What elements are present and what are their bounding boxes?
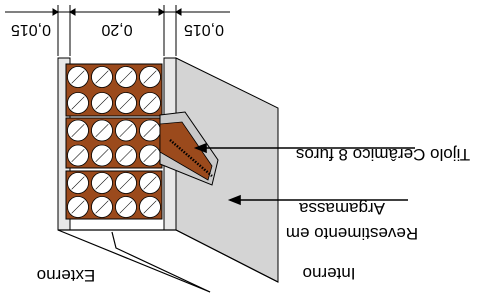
external-label: Externo xyxy=(36,266,96,285)
dimension-center-label: 0,20 xyxy=(101,21,133,38)
coating-label-line2: Argamassa xyxy=(299,199,385,218)
dimension-right-label: 0,015 xyxy=(183,21,225,38)
ceramic-bricks xyxy=(66,64,162,219)
dimension-left-label: 0,015 xyxy=(10,21,52,38)
brick-label: Tijolo Cerâmico 8 furos xyxy=(295,145,471,164)
coating-label-line1: Revestimento em xyxy=(285,224,419,243)
internal-label: Interno xyxy=(302,264,356,283)
